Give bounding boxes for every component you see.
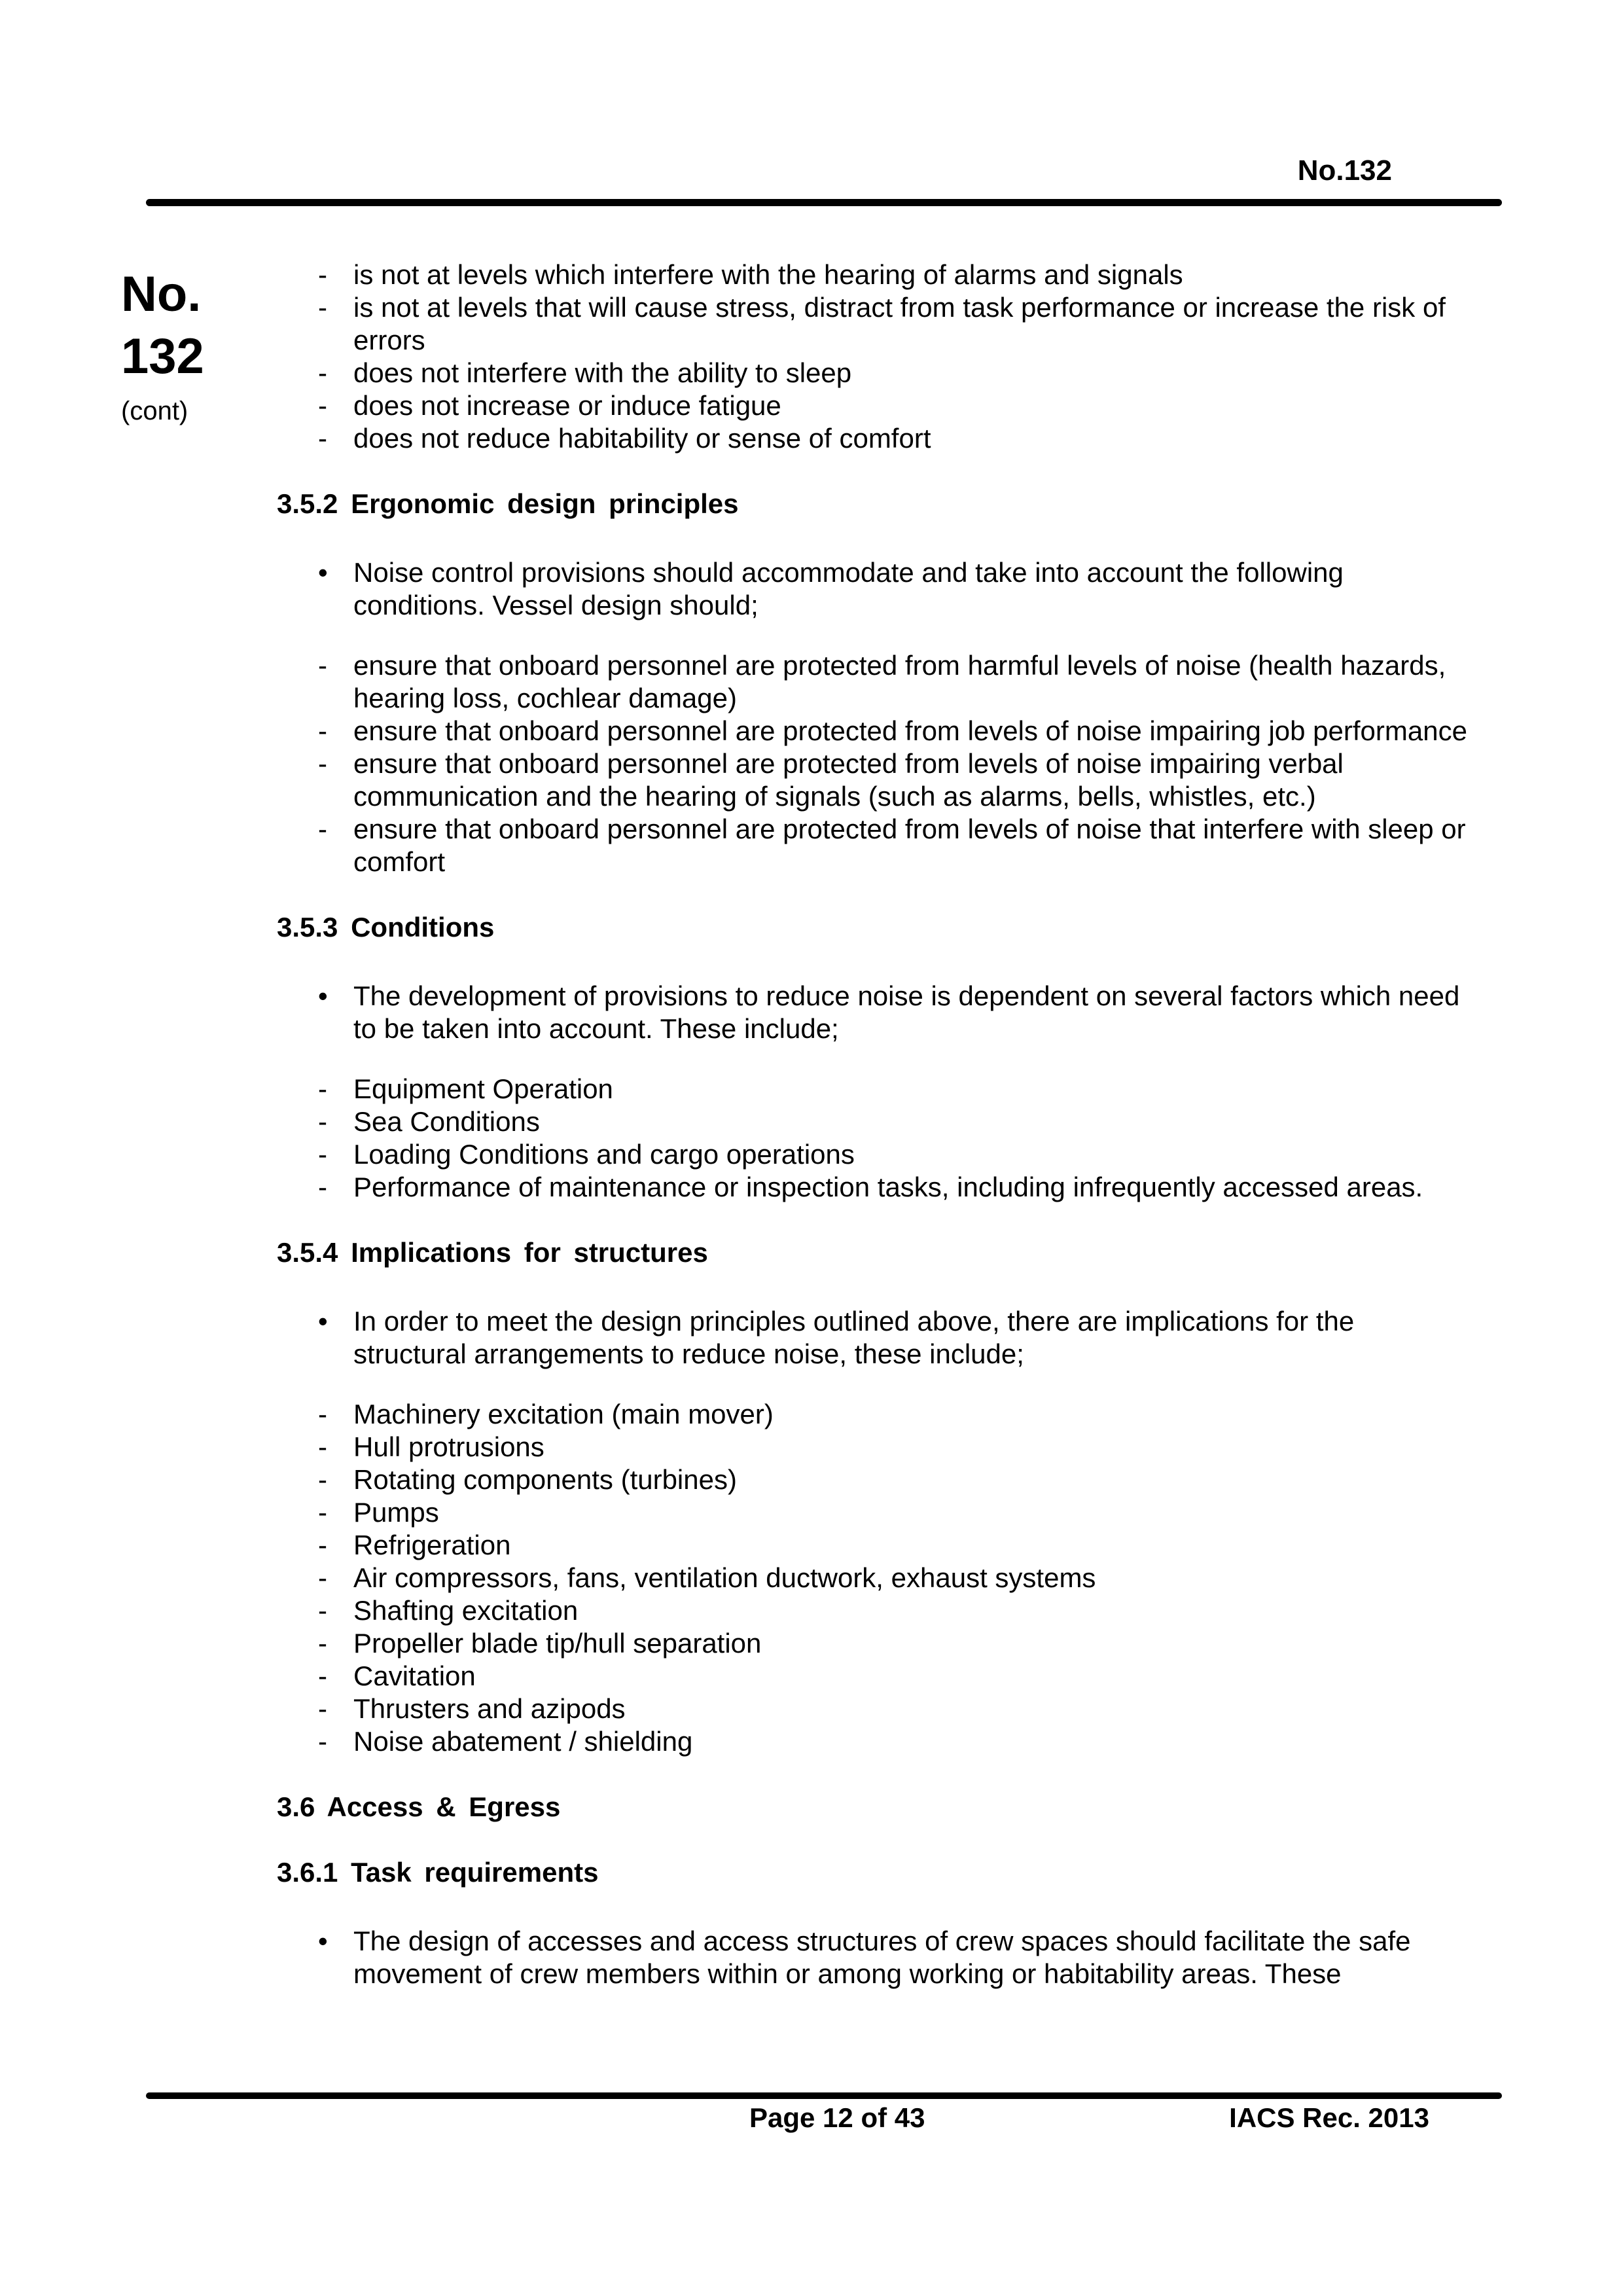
dash-marker: -: [318, 259, 327, 290]
bullet-marker: •: [318, 1306, 328, 1336]
list-item: [277, 1594, 1474, 1627]
list-item: [277, 1693, 1474, 1725]
dash-marker: -: [318, 1464, 327, 1495]
bullet-marker: •: [318, 557, 328, 588]
main-content: [277, 259, 1474, 1990]
bullet-text: The development of provisions to reduce noise is dependent on several factors which need to be taken into account. These include;: [353, 980, 1460, 1044]
dash-marker: -: [318, 1399, 327, 1429]
footer-rule: [146, 2092, 1502, 2099]
footer-rec-label: IACS Rec. 2013: [1229, 2102, 1429, 2133]
dash-marker: -: [318, 1595, 327, 1626]
list-item-text: ensure that onboard personnel are protected from levels of noise impairing verbal communication and the hearing of signals (such as alarms, bells, whistles, etc.): [353, 748, 1344, 812]
list-item: [277, 422, 1474, 455]
dash-marker: -: [318, 390, 327, 421]
list-item: [277, 1627, 1474, 1660]
list-item: [277, 291, 1474, 357]
section-heading-3-5-3: 3.5.3 Conditions: [277, 912, 495, 942]
dash-marker: -: [318, 1660, 327, 1691]
conditions-list: [277, 1073, 1474, 1204]
list-item-text: is not at levels that will cause stress, distract from task performance or increase the risk of errors: [353, 292, 1446, 355]
list-item: [277, 357, 1474, 389]
list-item: [277, 1398, 1474, 1431]
list-item-text: Sea Conditions: [353, 1106, 540, 1137]
list-item: [277, 1660, 1474, 1693]
dash-marker: -: [318, 1172, 327, 1202]
section-heading-3-5-4: 3.5.4 Implications for structures: [277, 1237, 708, 1268]
bullet-paragraph: [277, 556, 1474, 622]
list-item: [277, 1496, 1474, 1529]
margin-no-label: No.: [121, 266, 202, 322]
list-item-text: does not increase or induce fatigue: [353, 390, 781, 421]
list-item-text: Rotating components (turbines): [353, 1464, 737, 1495]
list-item-text: does not reduce habitability or sense of comfort: [353, 423, 931, 454]
dash-marker: -: [318, 1073, 327, 1104]
list-item-text: ensure that onboard personnel are protected from harmful levels of noise (health hazards, hearing loss, cochlear damage): [353, 650, 1446, 713]
list-item-text: ensure that onboard personnel are protected from levels of noise impairing job performance: [353, 715, 1467, 746]
margin-number: 132: [121, 329, 204, 384]
list-item-text: Loading Conditions and cargo operations: [353, 1139, 855, 1170]
list-item-text: does not interfere with the ability to sleep: [353, 357, 852, 388]
list-item-text: Cavitation: [353, 1660, 476, 1691]
ergonomic-principles-list: [277, 649, 1474, 878]
footer-page-number: Page 12 of 43: [749, 2102, 925, 2133]
list-item-text: ensure that onboard personnel are protected from levels of noise that interfere with sleep or comfort: [353, 814, 1466, 877]
header-doc-ref: No.132: [1297, 154, 1392, 187]
list-item: [277, 1138, 1474, 1171]
bullet-paragraph: [277, 980, 1474, 1045]
dash-marker: -: [318, 1431, 327, 1462]
dash-marker: -: [318, 357, 327, 388]
list-item: [277, 715, 1474, 747]
list-item: [277, 747, 1474, 813]
bullet-text: Noise control provisions should accommodate and take into account the following conditions. Vessel design should;: [353, 557, 1344, 620]
bullet-paragraph: [277, 1925, 1474, 1990]
list-item-text: Air compressors, fans, ventilation ductwork, exhaust systems: [353, 1562, 1096, 1593]
list-item-text: is not at levels which interfere with the hearing of alarms and signals: [353, 259, 1183, 290]
section-heading-3-6-1: 3.6.1 Task requirements: [277, 1857, 599, 1888]
list-item: [277, 1463, 1474, 1496]
list-item-text: Thrusters and azipods: [353, 1693, 626, 1724]
list-item: [277, 1105, 1474, 1138]
list-item-text: Performance of maintenance or inspection tasks, including infrequently accessed areas.: [353, 1172, 1423, 1202]
list-item: [277, 1073, 1474, 1105]
list-item-text: Propeller blade tip/hull separation: [353, 1628, 762, 1659]
list-item: [277, 389, 1474, 422]
list-item-text: Noise abatement / shielding: [353, 1726, 693, 1757]
list-item: [277, 1529, 1474, 1562]
section-heading-3-6: 3.6 Access & Egress: [277, 1791, 561, 1822]
dash-marker: -: [318, 814, 327, 844]
section-heading-3-5-2: 3.5.2 Ergonomic design principles: [277, 488, 739, 519]
margin-doc-number: [121, 263, 204, 427]
bullet-text: In order to meet the design principles outlined above, there are implications for the structural arrangements to reduce noise, these include;: [353, 1306, 1355, 1369]
top-rule: [146, 199, 1502, 206]
dash-marker: -: [318, 1562, 327, 1593]
list-item-text: Refrigeration: [353, 1530, 511, 1560]
dash-marker: -: [318, 650, 327, 681]
bullet-marker: •: [318, 980, 328, 1011]
list-item: [277, 1725, 1474, 1758]
list-item: [277, 1171, 1474, 1204]
list-item-text: Equipment Operation: [353, 1073, 613, 1104]
list-item: [277, 259, 1474, 291]
dash-marker: -: [318, 1497, 327, 1528]
dash-marker: -: [318, 1530, 327, 1560]
list-item-text: Pumps: [353, 1497, 439, 1528]
list-item: [277, 813, 1474, 878]
dash-marker: -: [318, 715, 327, 746]
list-item-text: Hull protrusions: [353, 1431, 544, 1462]
dash-marker: -: [318, 1726, 327, 1757]
dash-marker: -: [318, 1693, 327, 1724]
dash-marker: -: [318, 748, 327, 779]
bullet-marker: •: [318, 1926, 328, 1956]
list-item: [277, 649, 1474, 715]
noise-criteria-list: [277, 259, 1474, 455]
dash-marker: -: [318, 292, 327, 323]
dash-marker: -: [318, 1139, 327, 1170]
margin-cont-label: (cont): [121, 397, 188, 425]
bullet-text: The design of accesses and access structures of crew spaces should facilitate the safe movement of crew members within or among working or habitability areas. These: [353, 1926, 1411, 1989]
structure-implications-list: [277, 1398, 1474, 1758]
dash-marker: -: [318, 1106, 327, 1137]
list-item: [277, 1562, 1474, 1594]
list-item: [277, 1431, 1474, 1463]
bullet-paragraph: [277, 1305, 1474, 1371]
list-item-text: Shafting excitation: [353, 1595, 579, 1626]
list-item-text: Machinery excitation (main mover): [353, 1399, 774, 1429]
dash-marker: -: [318, 423, 327, 454]
dash-marker: -: [318, 1628, 327, 1659]
